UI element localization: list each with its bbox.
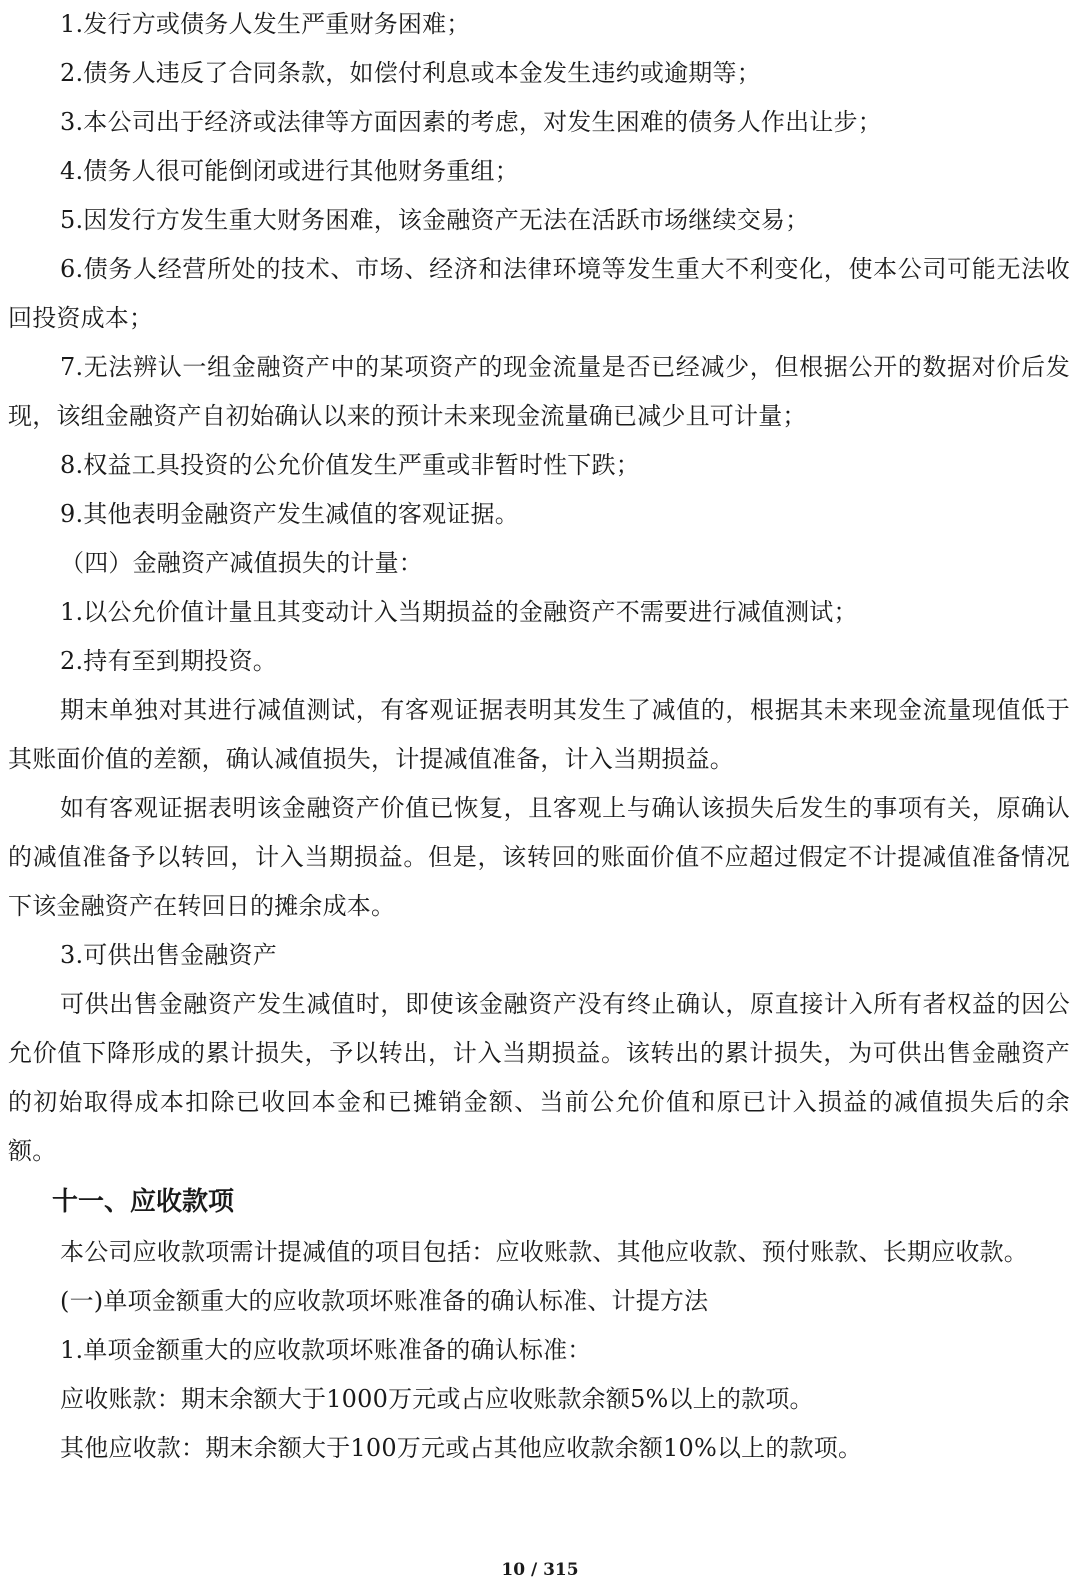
body-paragraph: 5.因发行方发生重大财务困难，该金融资产无法在活跃市场继续交易； <box>60 206 810 234</box>
body-paragraph: 9.其他表明金融资产发生减值的客观证据。 <box>60 500 519 528</box>
body-paragraph: 本公司应收款项需计提减值的项目包括：应收账款、其他应收款、预付账款、长期应收款。 <box>60 1238 1028 1266</box>
body-paragraph: 6.债务人经营所处的技术、市场、经济和法律环境等发生重大不利变化，使本公司可能无法收回投资成本； <box>8 255 1070 332</box>
section-heading: 十一、应收款项 <box>52 1187 235 1217</box>
body-paragraph: 3.本公司出于经济或法律等方面因素的考虑，对发生困难的债务人作出让步； <box>60 108 882 136</box>
body-paragraph: 应收账款：期末余额大于1000万元或占应收账款余额5%以上的款项。 <box>60 1385 814 1413</box>
body-paragraph: 1.以公允价值计量且其变动计入当期损益的金融资产不需要进行减值测试； <box>60 598 858 626</box>
body-paragraph: 4.债务人很可能倒闭或进行其他财务重组； <box>60 157 519 185</box>
body-paragraph: 期末单独对其进行减值测试，有客观证据表明其发生了减值的，根据其未来现金流量现值低于其账面价值的差额，确认减值损失，计提减值准备，计入当期损益。 <box>8 696 1070 773</box>
body-paragraph: 1.发行方或债务人发生严重财务困难； <box>60 10 471 38</box>
body-paragraph: （四）金融资产减值损失的计量： <box>60 549 423 577</box>
body-paragraph: 其他应收款：期末余额大于100万元或占其他应收款余额10%以上的款项。 <box>60 1434 863 1462</box>
document-body <box>8 0 1070 1473</box>
body-paragraph: 可供出售金融资产发生减值时，即使该金融资产没有终止确认，原直接计入所有者权益的因公允价值下降形成的累计损失，予以转出，计入当期损益。该转出的累计损失，为可供出售金融资产的初始取得成本扣除已收回本金和已摊销金额、当前公允价值和原已计入损益的减值损失后的余额。 <box>8 990 1070 1165</box>
body-paragraph: 2.债务人违反了合同条款，如偿付利息或本金发生违约或逾期等； <box>60 59 761 87</box>
body-paragraph: 2.持有至到期投资。 <box>60 647 277 675</box>
body-paragraph: 1.单项金额重大的应收款项坏账准备的确认标准： <box>60 1336 592 1364</box>
body-paragraph: (一)单项金额重大的应收款项坏账准备的确认标准、计提方法 <box>60 1287 709 1315</box>
body-paragraph: 7.无法辨认一组金融资产中的某项资产的现金流量是否已经减少，但根据公开的数据对价后发现，该组金融资产自初始确认以来的预计未来现金流量确已减少且可计量； <box>8 353 1070 430</box>
body-paragraph: 3.可供出售金融资产 <box>60 941 277 969</box>
body-paragraph: 如有客观证据表明该金融资产价值已恢复，且客观上与确认该损失后发生的事项有关，原确认的减值准备予以转回，计入当期损益。但是，该转回的账面价值不应超过假定不计提减值准备情况下该金融资产在转回日的摊余成本。 <box>8 794 1070 920</box>
body-paragraph: 8.权益工具投资的公允价值发生严重或非暂时性下跌； <box>60 451 640 479</box>
page-number: 10 / 315 <box>501 1560 579 1580</box>
